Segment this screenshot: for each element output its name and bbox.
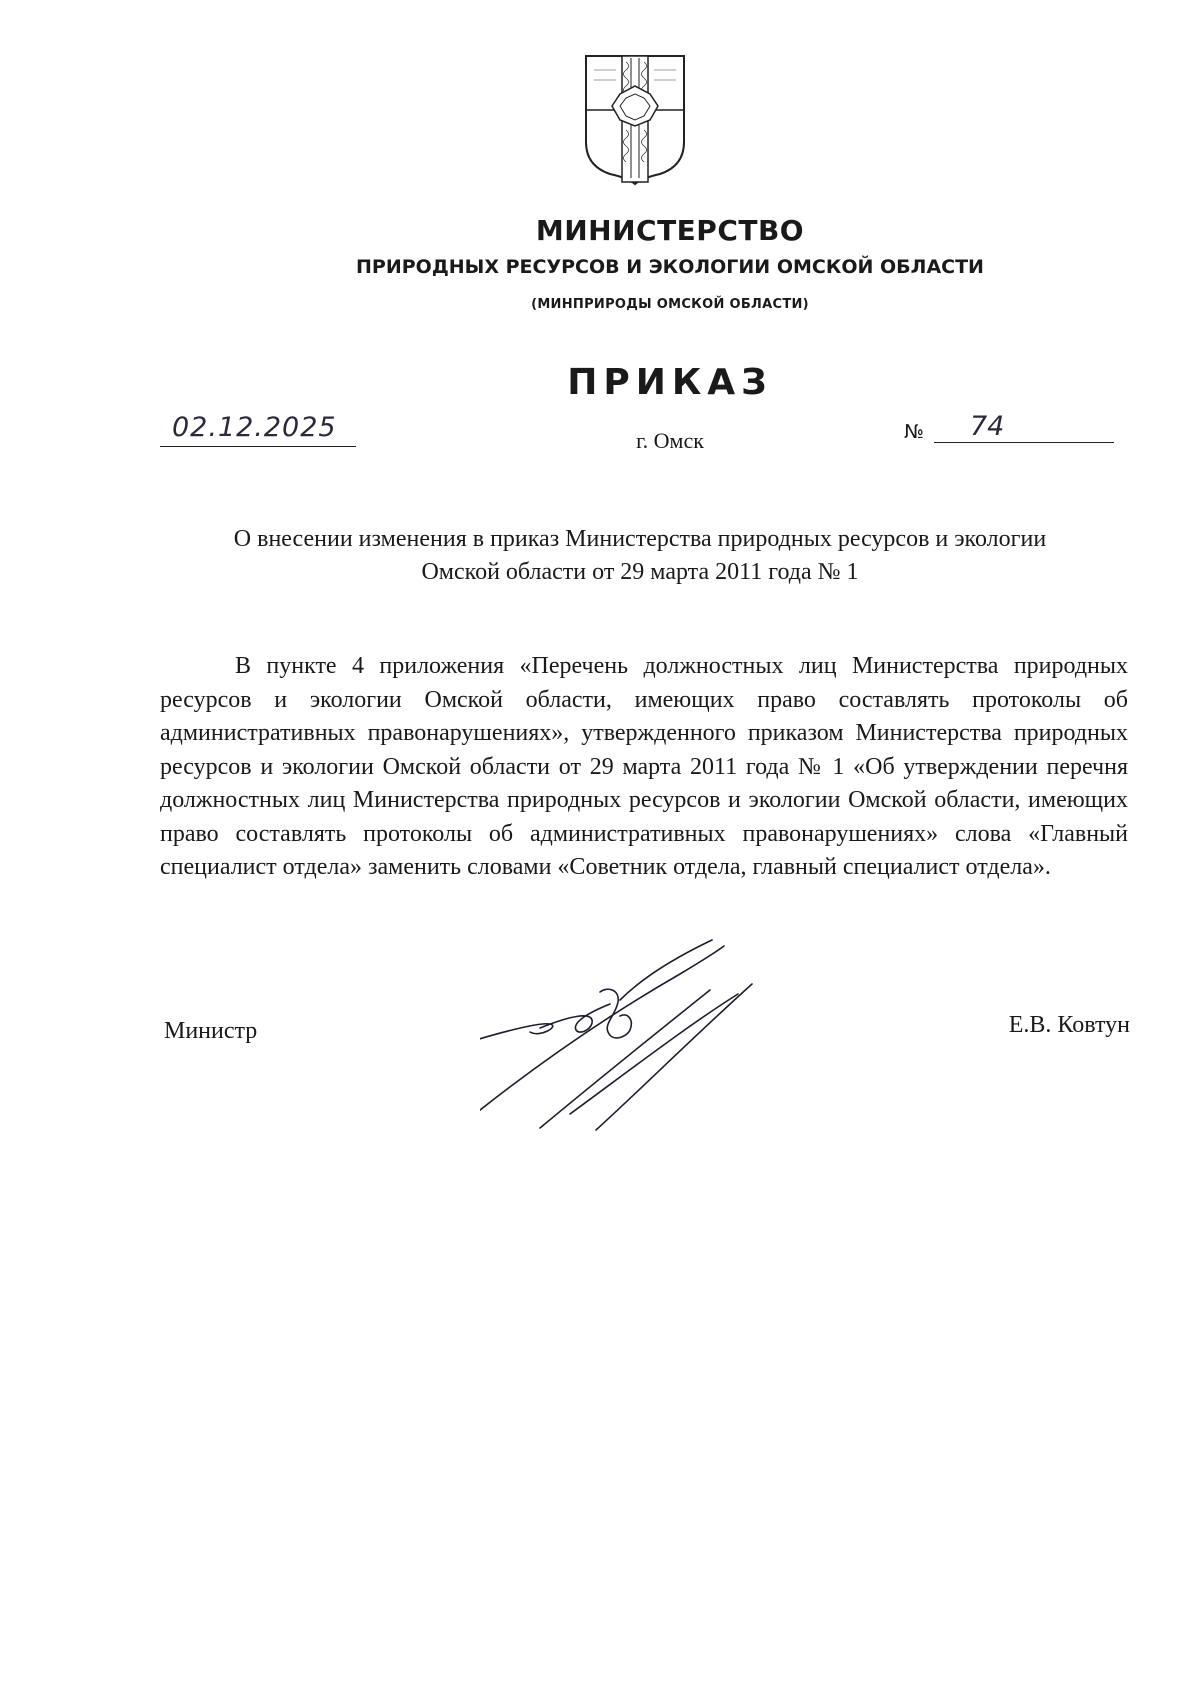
- signer-position: Министр: [164, 1018, 258, 1044]
- subject-line-1: О внесении изменения в приказ Министерства природных ресурсов и экологии: [233, 526, 1047, 552]
- signer-name: Е.В. Ковтун: [1008, 1012, 1130, 1038]
- handwritten-signature-icon: [480, 920, 840, 1160]
- ministry-subtitle: ПРИРОДНЫХ РЕСУРСОВ И ЭКОЛОГИИ ОМСКОЙ ОБЛАСТИ: [356, 256, 984, 278]
- ministry-short-name: (МИНПРИРОДЫ ОМСКОЙ ОБЛАСТИ): [531, 297, 809, 312]
- order-number: 74: [970, 411, 1005, 442]
- order-date: 02.12.2025: [172, 412, 337, 443]
- number-underline: [934, 442, 1114, 443]
- order-subject: [160, 523, 1120, 589]
- ministry-title: МИНИСТЕРСТВО: [535, 214, 805, 247]
- order-body-paragraph: В пункте 4 приложения «Перечень должностных лиц Министерства природных ресурсов и экологии Омской области, имеющих право составлять протоколы об административных правонарушениях», утвержденного приказом Министерства природных ресурсов и экологии Омской области от 29 марта 2011 года № 1 «Об утверждении перечня должностных лиц Министерства природных ресурсов и экологии Омской области, имеющих право составлять протоколы об административных правонарушениях» слова «Главный специалист отдела» заменить словами «Советник отдела, главный специалист отдела».: [160, 653, 1128, 880]
- order-city: г. Омск: [636, 428, 704, 453]
- order-title: ПРИКАЗ: [567, 362, 773, 403]
- order-number-label: №: [904, 421, 924, 443]
- subject-line-2: Омской области от 29 марта 2011 года № 1: [421, 559, 859, 585]
- coat-of-arms-icon: [582, 50, 688, 186]
